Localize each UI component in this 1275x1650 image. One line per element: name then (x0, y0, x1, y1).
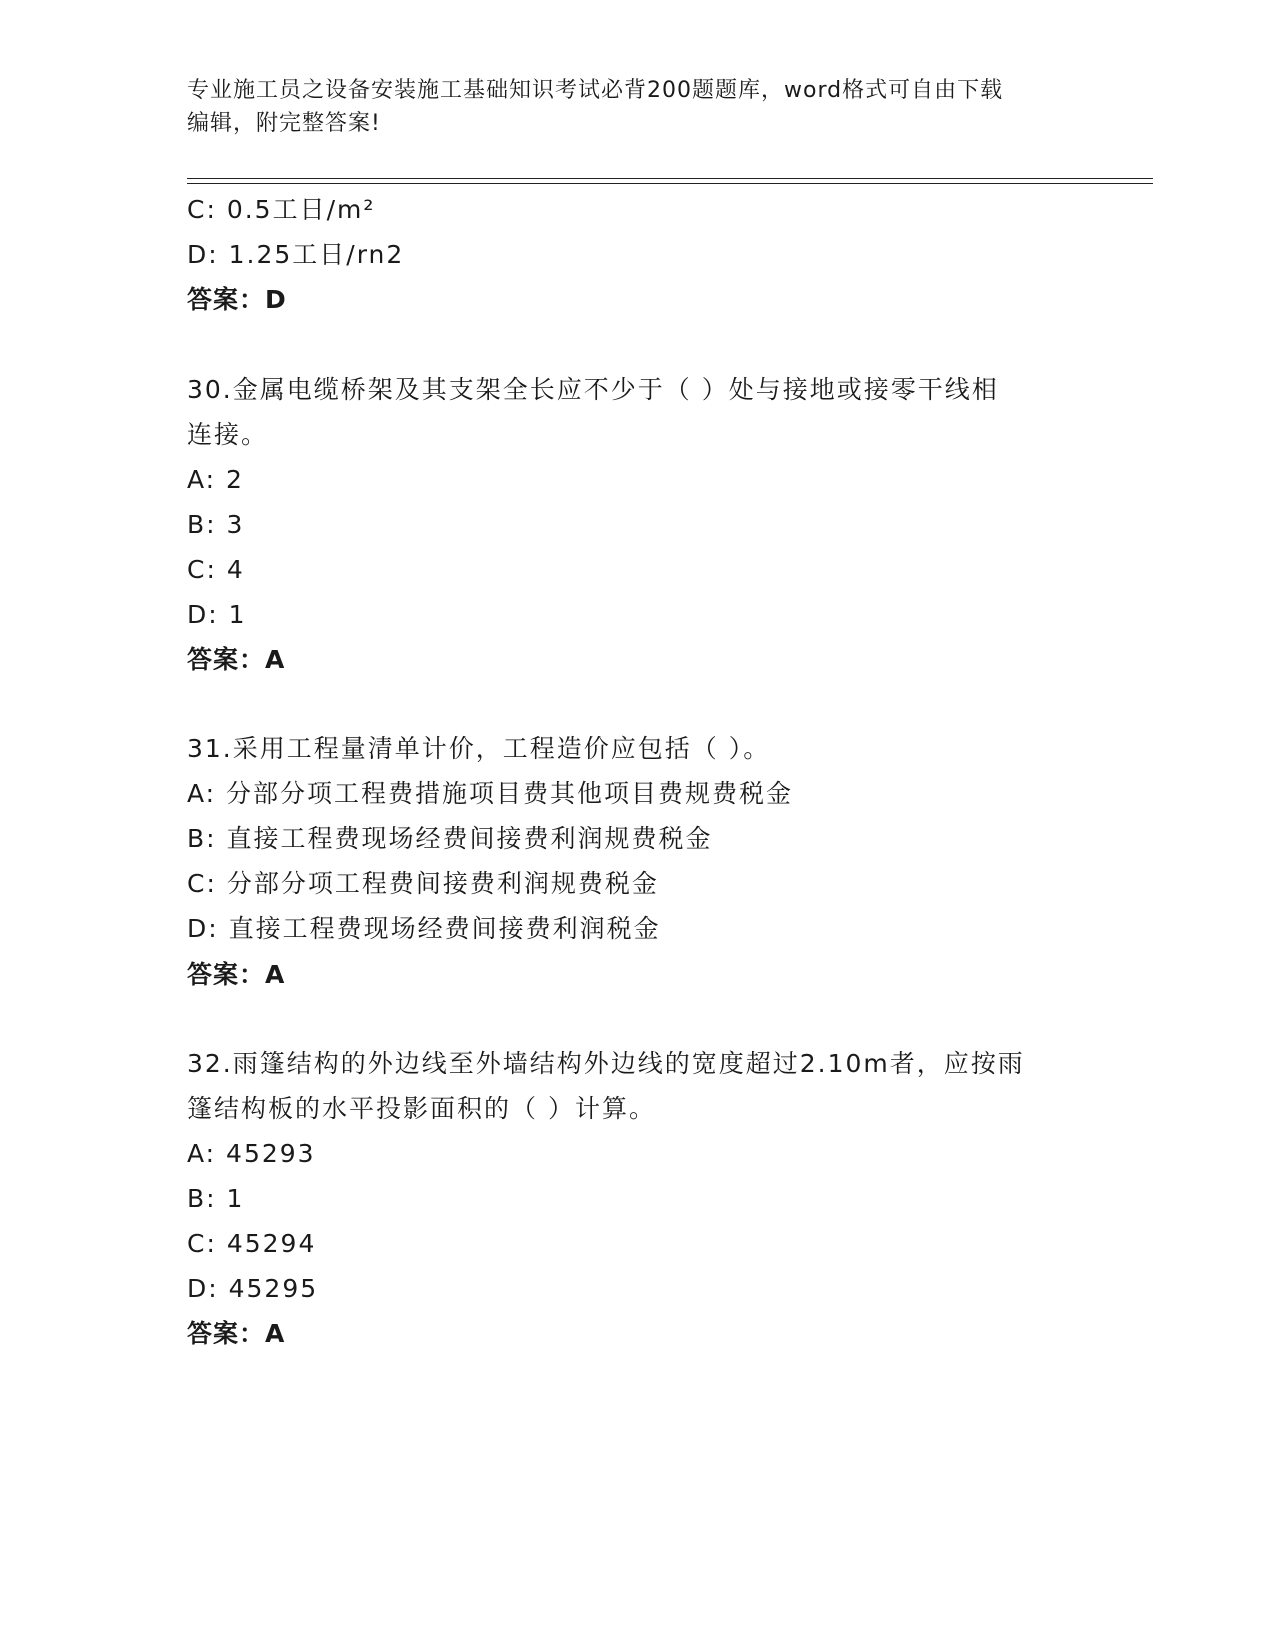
prev-option-c: C: 0.5工日/m² (187, 195, 376, 224)
prev-answer: 答案：D (187, 285, 287, 314)
prev-option-d: D: 1.25工日/rn2 (187, 240, 405, 269)
q32-stem-line1: 32.雨篷结构的外边线至外墙结构外边线的宽度超过2.10m者，应按雨 (187, 1049, 1025, 1078)
q31-answer: 答案：A (187, 960, 286, 989)
q32-option-b: B: 1 (187, 1184, 245, 1213)
document-header (187, 74, 1087, 140)
header-divider-top (187, 178, 1153, 179)
header-divider-bottom (187, 183, 1153, 184)
q31-stem-line1: 31.采用工程量清单计价，工程造价应包括（ ）。 (187, 734, 771, 763)
q30-stem-line1: 30.金属电缆桥架及其支架全长应不少于（ ）处与接地或接零干线相 (187, 375, 999, 404)
q30-answer: 答案：A (187, 645, 286, 674)
q30-option-a: A: 2 (187, 465, 244, 494)
q32-stem-line2: 篷结构板的水平投影面积的（ ）计算。 (187, 1094, 656, 1123)
q32-option-a: A: 45293 (187, 1139, 316, 1168)
q31-option-a: A: 分部分项工程费措施项目费其他项目费规费税金 (187, 779, 794, 808)
q31-option-b: B: 直接工程费现场经费间接费利润规费税金 (187, 824, 713, 853)
q32-option-d: D: 45295 (187, 1274, 319, 1303)
q30-option-d: D: 1 (187, 600, 247, 629)
q31-option-d: D: 直接工程费现场经费间接费利润税金 (187, 914, 661, 943)
header-title-line1: 专业施工员之设备安装施工基础知识考试必背200题题库，word格式可自由下载 (187, 78, 1004, 103)
header-title-line2: 编辑，附完整答案! (187, 111, 381, 136)
q30-stem-line2: 连接。 (187, 420, 269, 449)
q32-answer: 答案：A (187, 1319, 286, 1348)
q31-option-c: C: 分部分项工程费间接费利润规费税金 (187, 869, 659, 898)
q30-option-c: C: 4 (187, 555, 245, 584)
q30-option-b: B: 3 (187, 510, 245, 539)
q32-option-c: C: 45294 (187, 1229, 317, 1258)
